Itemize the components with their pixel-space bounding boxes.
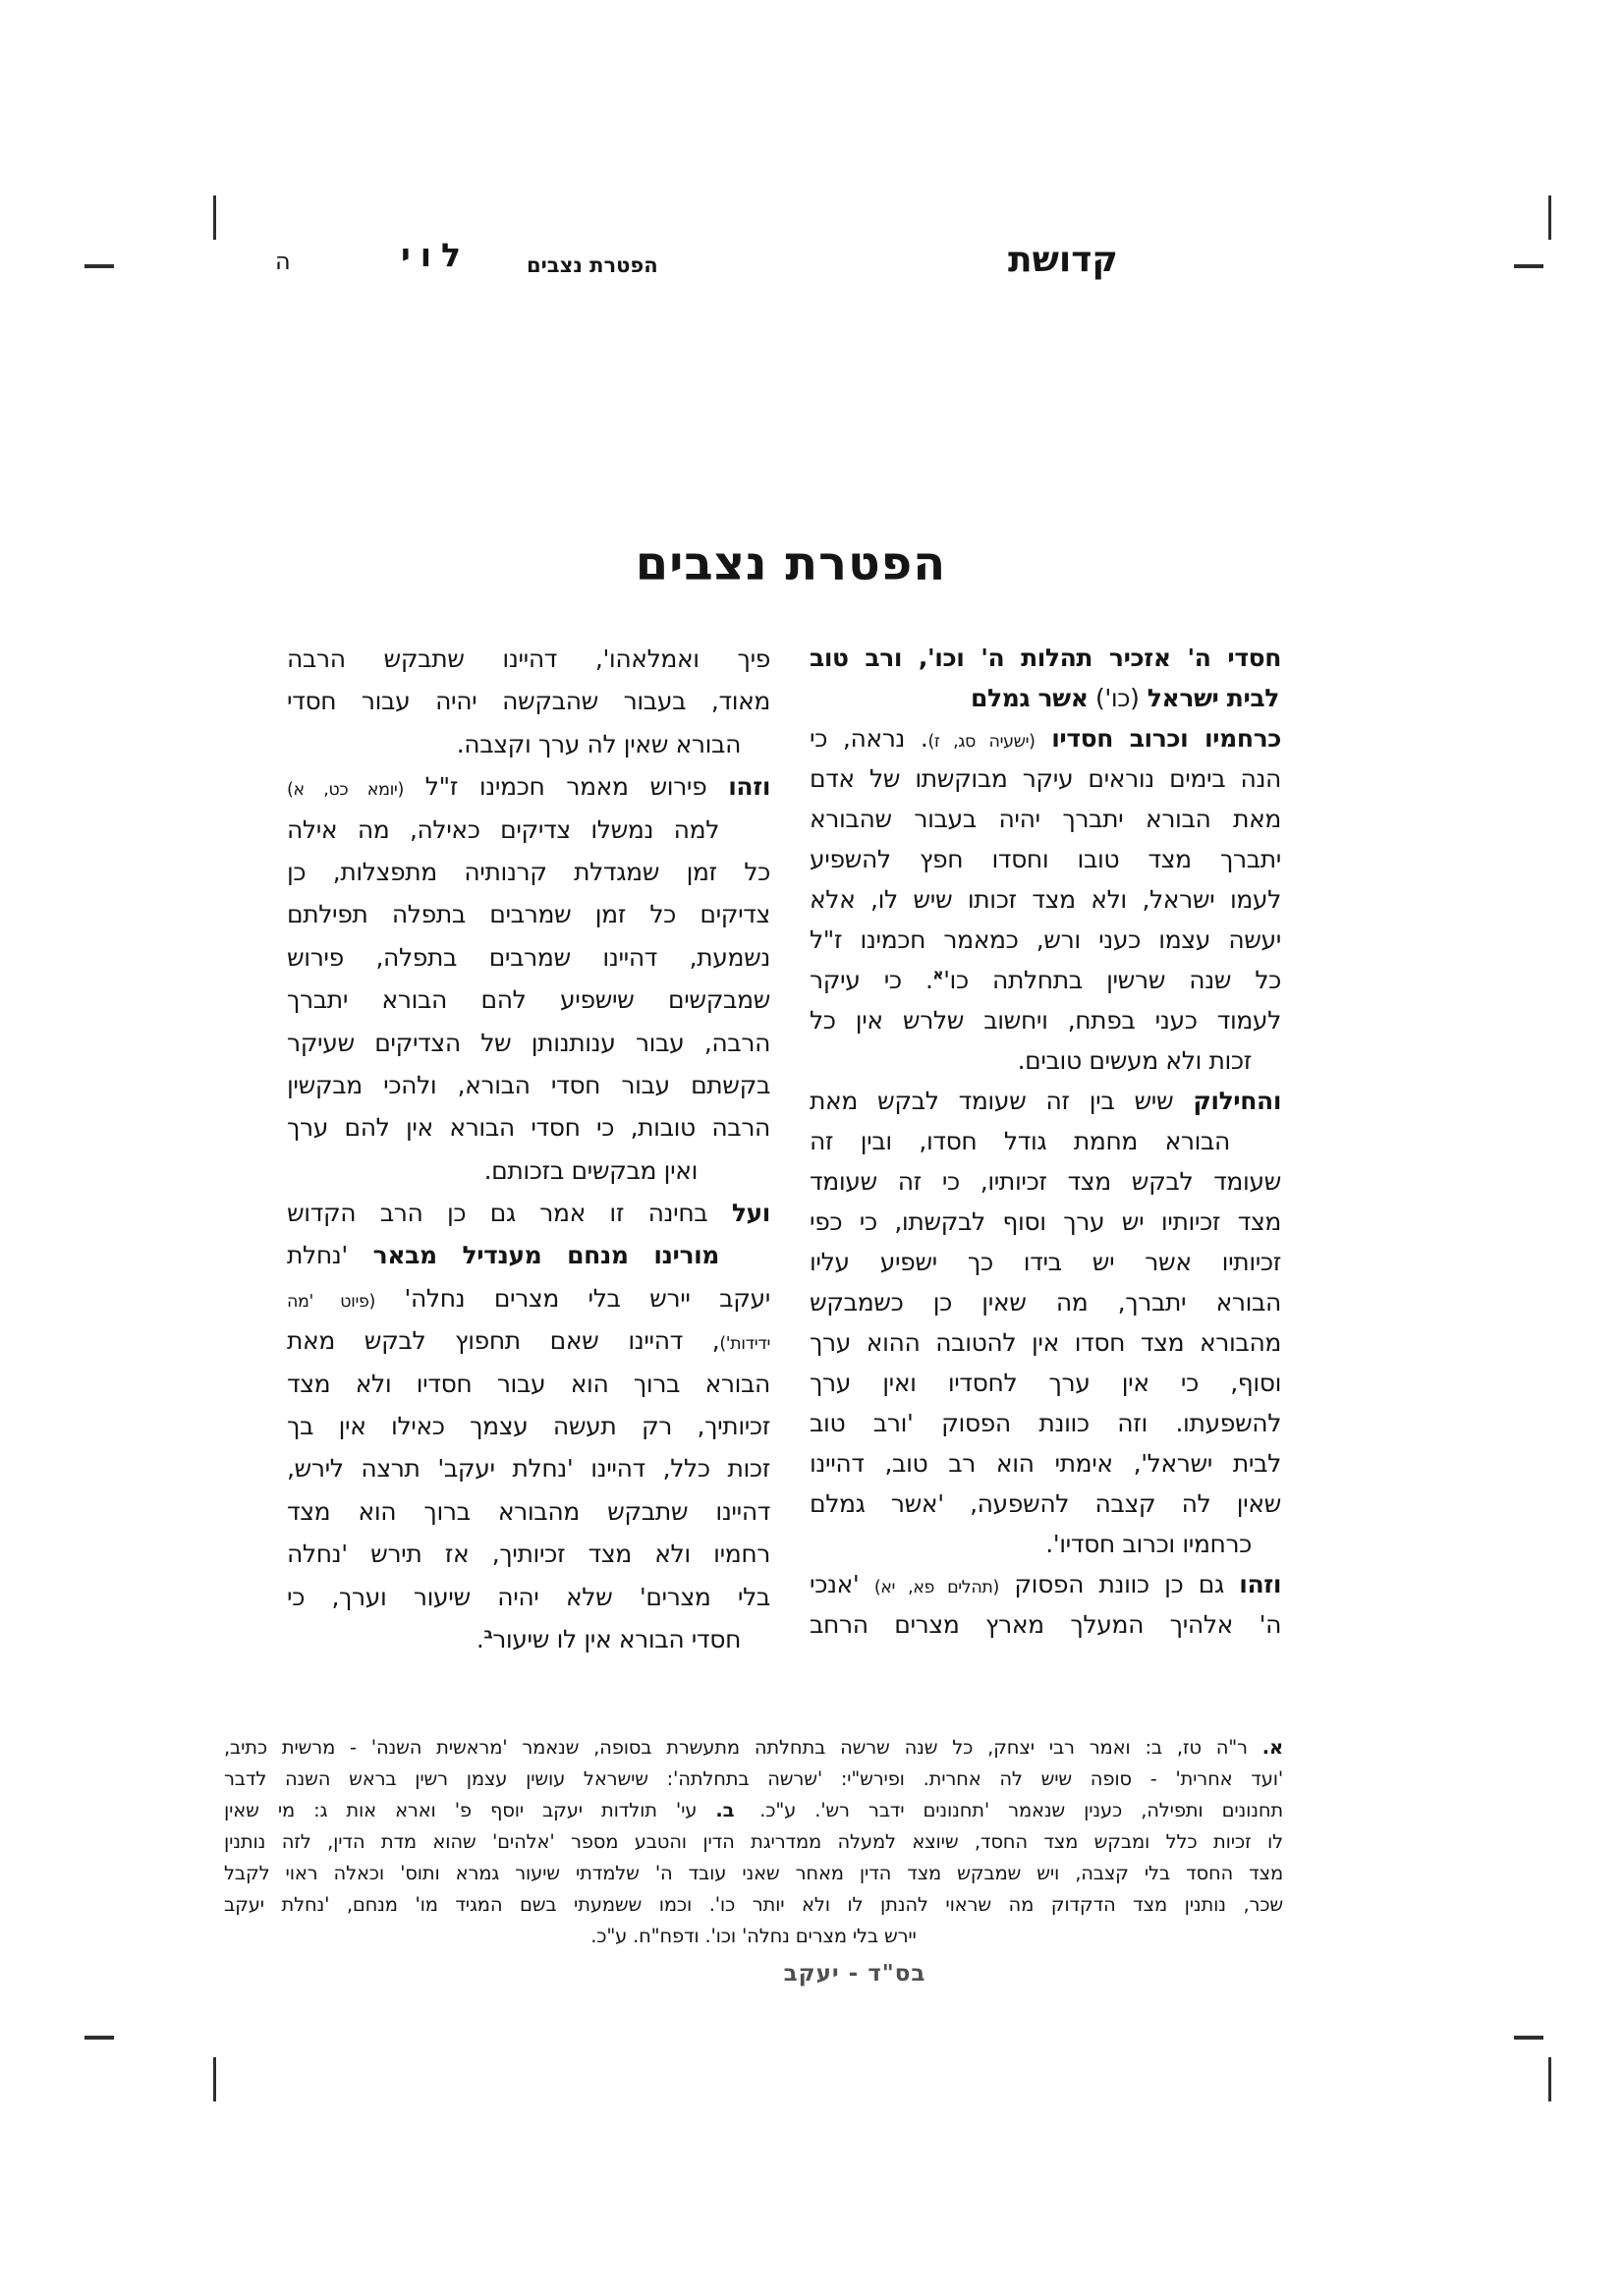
text-segment: בקשתם עבור חסדי הבורא, ולהכי מבקשין — [287, 1070, 770, 1099]
text-segment: הרבה, עבור ענותנותן של הצדיקים שעיקר — [287, 1028, 770, 1057]
text-segment: שכר, נותנין מצד הדקדוק מה שראוי להנתן לו ולא יותר כו'. וכמו ששמעתי בשם המגיד מו' מנחם, 'נחלת יעקב — [224, 1893, 1283, 1916]
text-segment: לעמוד כעני בפתח, ויחשוב שלרש אין כל — [810, 1006, 1281, 1035]
text-column-right — [810, 638, 1281, 1645]
text-segment: מצד זכיותיו יש ערך וסוף לבקשתו, כי כפי — [810, 1207, 1281, 1236]
text-segment: . כי עיקר — [810, 966, 933, 994]
emphasized-text: והחילוק — [1193, 1087, 1281, 1115]
paragraph — [810, 1564, 1281, 1645]
citation: (פיוט 'מה — [287, 1291, 375, 1312]
text-line — [810, 1081, 1281, 1121]
text-line — [810, 1202, 1281, 1242]
text-line — [287, 1576, 770, 1618]
text-segment: לו זכיות כלל ומבקש מצד החסד, שיוצא למעלה ממדריגת הדין והטבע מספר 'אלהים' שהוא מדת הדין, לזה נותנין — [224, 1830, 1283, 1853]
text-line — [810, 1121, 1281, 1161]
text-line — [287, 809, 770, 851]
text-line — [287, 1149, 770, 1192]
text-segment: 'ועד אחרית' - סופה שיש לה אחרית. ופירש"י: 'שרשה בתחלתה': שישראל עושין עצמן רשין בראש השנה לדבר — [224, 1767, 1283, 1790]
text-segment: פיך ואמלאהו', דהיינו שתבקש הרבה — [287, 644, 770, 673]
footnote-letter: א. — [1261, 1736, 1283, 1759]
text-line — [287, 1277, 770, 1319]
text-line — [810, 638, 1281, 678]
text-line — [810, 839, 1281, 879]
text-segment: וסוף, כי אין ערך לחסדיו ואין ערך — [810, 1369, 1281, 1397]
text-line — [810, 960, 1281, 1000]
text-segment: ר"ה טז, ב: ואמר רבי יצחק, כל שנה שרשה בתחלתה מתעשרת בסופה, שנאמר 'מראשית השנה' - מרשית כתיב, — [224, 1736, 1262, 1759]
text-segment: זכיותיו אשר יש בידו כך ישפיע עליו — [810, 1248, 1281, 1276]
text-segment: דהיינו שתבקש מהבורא ברוך הוא מצד — [287, 1496, 770, 1526]
paragraph — [810, 638, 1281, 1081]
crop-mark-bottom-right-vertical — [1548, 2057, 1551, 2101]
text-line — [810, 1161, 1281, 1202]
text-line — [810, 1443, 1281, 1484]
text-line — [287, 1490, 770, 1533]
text-segment: ואין מבקשים בזכותם. — [483, 1155, 698, 1185]
emphasized-text: כרחמיו וכרוב חסדיו — [1035, 724, 1282, 753]
text-segment: עי' תולדות יעקב יוסף פ' וארא אות ג: מי שאין — [224, 1799, 716, 1821]
text-segment: נשמעת, דהיינו שמרבים בתפלה, פירוש — [287, 942, 770, 972]
text-segment: כל זמן שמגדלת קרנותיה מתפצלות, כן — [287, 857, 770, 886]
crop-mark-top-right-horizontal — [1514, 264, 1543, 268]
crop-mark-top-right-vertical — [1548, 196, 1551, 240]
citation: ידידות') — [719, 1334, 770, 1355]
text-line — [287, 1022, 770, 1064]
text-segment: מהבורא מצד חסדו אין להטובה ההוא ערך — [810, 1328, 1281, 1357]
text-segment: יתברך מצד טובו וחסדו חפץ להשפיע — [810, 845, 1281, 873]
paragraph — [287, 638, 770, 765]
text-line — [810, 1524, 1281, 1564]
text-line — [810, 1363, 1281, 1403]
text-line — [287, 723, 770, 765]
text-line — [810, 1000, 1281, 1040]
text-segment: לעמו ישראל, ולא מצד זכותו שיש לו, אלא — [810, 885, 1281, 914]
page-number-letter: ה — [275, 248, 291, 275]
footnotes-block — [224, 1732, 1283, 1952]
text-segment: בחינה זו אמר גם כן הרב הקדוש — [287, 1199, 732, 1228]
text-line — [810, 920, 1281, 960]
text-line — [287, 1447, 770, 1489]
text-segment: למה נמשלו צדיקים כאילה, מה אילה — [287, 814, 719, 844]
emphasized-text: ועל — [731, 1199, 770, 1228]
text-segment: שיש בין זה שעומד לבקש מאת — [810, 1087, 1194, 1115]
emphasized-text: מורינו מנחם מענדיל מבאר — [347, 1241, 719, 1270]
crop-mark-top-left-horizontal — [84, 264, 114, 268]
text-segment: כרחמיו וכרוב חסדיו'. — [1045, 1530, 1252, 1558]
text-segment: לבית ישראל', אימתי הוא רב טוב, דהיינו — [810, 1449, 1281, 1478]
text-segment: הבורא מחמת גודל חסדו, ובין זה — [810, 1127, 1230, 1155]
text-segment: כל שנה שרשין בתחלתה כו' — [943, 966, 1281, 994]
text-line — [810, 1282, 1281, 1322]
emphasized-text: לבית ישראל — [1139, 684, 1279, 712]
footer-mark: בס"ד - יעקב — [783, 1961, 926, 1987]
text-line — [810, 758, 1281, 799]
text-segment: . נראה, כי — [810, 724, 928, 753]
text-column-left — [287, 638, 770, 1660]
text-segment: מאוד, בעבור שהבקשה יהיה עבור חסדי — [287, 687, 770, 716]
text-segment: ה' אלהיך המעלך מארץ מצרים הרחב — [810, 1610, 1281, 1639]
main-title: הפטרת נצבים — [635, 536, 947, 591]
header-sefer-title-left: לוי — [401, 236, 472, 274]
text-line — [287, 1363, 770, 1405]
text-segment: זכות ולא מעשים טובים. — [1017, 1046, 1252, 1075]
text-line — [224, 1826, 1283, 1858]
text-segment: הרבה טובות, כי חסדי הבורא אין להם ערך — [287, 1113, 770, 1143]
text-line — [287, 979, 770, 1021]
text-line — [224, 1795, 1283, 1826]
footnote-ref: א — [932, 965, 944, 983]
text-segment: רחמיו ולא מצד זכיותיך, אז תירש 'נחלה — [287, 1540, 770, 1569]
text-segment: שאין לה קצבה להשפעה, 'אשר גמלם — [810, 1489, 1281, 1518]
emphasized-text: וזהו — [728, 772, 770, 802]
text-line — [287, 1405, 770, 1447]
citation: (תהלים פא, יא) — [873, 1578, 999, 1597]
text-segment: מצד החסד בלי קצבה, ויש שמבקש מצד הדין מאחר שאני עובד ה' שלמדתי שיעור גמרא ותוס' וכאלה ראוי לקבל — [224, 1862, 1283, 1884]
text-segment: יעשה עצמו כעני ורש, כמאמר חכמינו ז"ל — [810, 925, 1281, 954]
text-line — [810, 1564, 1281, 1604]
text-segment: פירוש מאמר חכמינו ז"ל — [403, 772, 729, 802]
crop-mark-bottom-left-horizontal — [84, 2036, 114, 2040]
text-segment: שעומד לבקש מצד זכיותיו, כי זה שעומד — [810, 1167, 1281, 1196]
text-line — [810, 1242, 1281, 1282]
text-line — [287, 936, 770, 979]
text-line — [224, 1921, 1283, 1952]
text-line — [287, 1618, 770, 1660]
text-segment: בלי מצרים' שלא יהיה שיעור וערך, כי — [287, 1582, 770, 1611]
crop-mark-bottom-left-vertical — [213, 2057, 216, 2101]
text-segment: (כו') — [1088, 684, 1140, 712]
text-line — [287, 1106, 770, 1148]
text-segment: , דהיינו שאם תחפוץ לבקש מאת — [287, 1326, 720, 1356]
text-line — [287, 765, 770, 808]
header-sefer-title-right: קדושת — [1008, 240, 1118, 280]
text-line — [810, 799, 1281, 839]
footnote-letter: ב. — [715, 1799, 735, 1821]
text-segment: יירש בלי מצרים נחלה' וכו'. ודפח"ח. ע"כ. — [590, 1925, 917, 1947]
text-line — [287, 638, 770, 680]
text-segment: הבורא יתברך, מה שאין כן כשמבקש — [810, 1288, 1281, 1316]
emphasized-text: וזהו — [1239, 1570, 1282, 1598]
text-segment: הבורא ברוך הוא עבור חסדיו ולא מצד — [287, 1369, 770, 1398]
text-line — [287, 1234, 770, 1276]
text-line — [287, 851, 770, 893]
crop-mark-top-left-vertical — [213, 196, 216, 240]
text-segment: חסדי הבורא אין לו שיעור — [492, 1624, 741, 1653]
text-line — [810, 1322, 1281, 1363]
paragraph — [287, 1192, 770, 1660]
text-line — [810, 1484, 1281, 1524]
text-segment: הנה בימים נוראים עיקר מבוקשתו של אדם — [810, 764, 1281, 793]
emphasized-text: חסדי ה' אזכיר תהלות ה' וכו', ורב טוב — [810, 644, 1281, 672]
text-line — [224, 1858, 1283, 1889]
text-line — [287, 1064, 770, 1106]
crop-mark-bottom-right-horizontal — [1514, 2036, 1543, 2040]
text-line — [224, 1764, 1283, 1795]
text-segment: זכות כלל, דהיינו 'נחלת יעקב' תרצה לירש, — [287, 1454, 770, 1484]
text-segment: שמבקשים שישפיע להם הבורא יתברך — [287, 985, 770, 1015]
text-line — [287, 680, 770, 722]
text-line — [287, 893, 770, 935]
text-line — [287, 1533, 770, 1575]
text-line — [810, 1403, 1281, 1443]
text-segment: יעקב יירש בלי מצרים נחלה' — [374, 1283, 770, 1313]
citation: (ישעיה סג, ז) — [927, 732, 1036, 752]
text-segment: 'אנכי — [810, 1570, 874, 1598]
text-line — [810, 879, 1281, 920]
text-segment: . — [476, 1624, 484, 1653]
text-segment: זכיותיך, רק תעשה עצמך כאילו אין בך — [287, 1412, 770, 1441]
paragraph — [810, 1081, 1281, 1564]
header-section-title: הפטרת נצבים — [527, 253, 658, 277]
text-line — [287, 1319, 770, 1362]
footnote-ref: ב — [483, 1624, 493, 1643]
text-line — [810, 1604, 1281, 1645]
text-line — [224, 1732, 1283, 1764]
text-segment: מאת הבורא יתברך יהיה בעבור שהבורא — [810, 805, 1281, 833]
text-segment: גם כן כוונת הפסוק — [998, 1570, 1240, 1598]
text-segment: 'נחלת — [287, 1241, 348, 1270]
text-segment: תחנונים ותפילה, כענין שנאמר 'תחנונים ידבר רש'. ע"כ. — [759, 1799, 1283, 1821]
text-line — [810, 718, 1281, 758]
text-line — [224, 1889, 1283, 1921]
text-segment: להשפעתו. וזה כוונת הפסוק 'ורב טוב — [810, 1409, 1281, 1437]
text-segment: צדיקים כל זמן שמרבים בתפלה תפילתם — [287, 900, 770, 929]
text-line — [810, 678, 1281, 718]
text-line — [810, 1040, 1281, 1081]
paragraph — [287, 765, 770, 1192]
text-line — [287, 1192, 770, 1234]
citation: (יומא כט, א) — [287, 780, 404, 801]
emphasized-text: אשר גמלם — [971, 684, 1089, 712]
text-segment: הבורא שאין לה ערך וקצבה. — [456, 729, 741, 758]
